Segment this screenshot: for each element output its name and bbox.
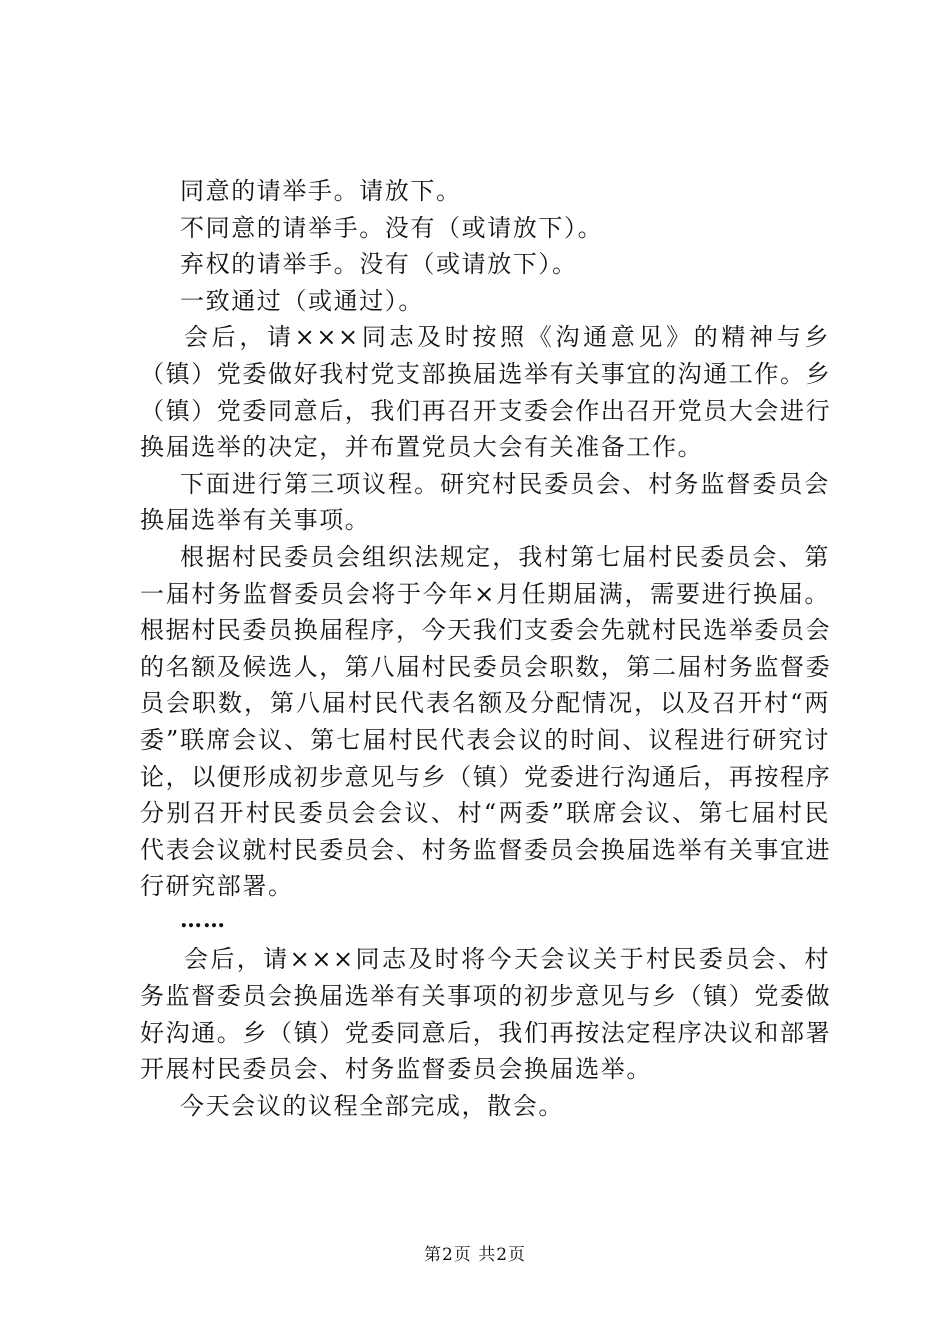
text-line: 会后，请×××同志及时将今天会议关于村民委员会、村 <box>184 945 830 974</box>
document-body <box>140 173 830 1124</box>
text-line: （镇）党委做好我村党支部换届选举有关事宜的沟通工作。乡 <box>140 359 832 388</box>
text-line: 分别召开村民委员会会议、村“两委”联席会议、第七届村民 <box>140 799 830 828</box>
text-line: 行研究部署。 <box>140 872 294 901</box>
paragraph-party-election-communication <box>140 319 830 465</box>
text-line: 根据村民委员换届程序，今天我们支委会先就村民选举委员会 <box>140 616 832 645</box>
paragraph-meeting-adjourned <box>140 1088 830 1125</box>
text-line: 代表会议就村民委员会、村务监督委员会换届选举有关事宜进 <box>140 835 832 864</box>
text-line: 一致通过（或通过）。 <box>180 286 424 315</box>
paragraph-ellipsis <box>140 905 830 942</box>
paragraph-oppose-vote <box>140 210 830 247</box>
text-line: 开展村民委员会、村务监督委员会换届选举。 <box>140 1055 652 1084</box>
text-line: 一届村务监督委员会将于今年×月任期届满，需要进行换届。 <box>140 579 830 608</box>
paragraph-third-agenda <box>140 466 830 539</box>
paragraph-approve-vote <box>140 173 830 210</box>
text-line: 会后，请×××同志及时按照《沟通意见》的精神与乡 <box>184 323 830 352</box>
text-line: 员会职数，第八届村民代表名额及分配情况，以及召开村“两 <box>140 689 830 718</box>
text-line: （镇）党委同意后，我们再召开支委会作出召开党员大会进行 <box>140 396 832 425</box>
paragraph-committee-communication <box>140 941 830 1087</box>
text-line: 同意的请举手。请放下。 <box>180 177 462 205</box>
text-line: 弃权的请举手。没有（或请放下）。 <box>180 250 578 279</box>
page-number-footer: 第2页 共2页 <box>423 1245 527 1265</box>
paragraph-abstain-vote <box>140 246 830 283</box>
ellipsis-text: …… <box>180 906 226 933</box>
text-line: 委”联席会议、第七届村民代表会议的时间、议程进行研究讨 <box>140 725 830 754</box>
text-line: 根据村民委员会组织法规定，我村第七届村民委员会、第 <box>180 542 830 571</box>
paragraph-vote-result <box>140 283 830 320</box>
text-line: 换届选举有关事项。 <box>140 506 371 535</box>
text-line: 的名额及候选人，第八届村民委员会职数，第二届村务监督委 <box>140 652 832 681</box>
text-line: 论，以便形成初步意见与乡（镇）党委进行沟通后，再按程序 <box>140 762 832 791</box>
text-line: 换届选举的决定，并布置党员大会有关准备工作。 <box>140 433 704 462</box>
text-line: 下面进行第三项议程。研究村民委员会、村务监督委员会 <box>180 469 830 498</box>
paragraph-village-committee-election <box>140 539 830 905</box>
text-line: 务监督委员会换届选举有关事项的初步意见与乡（镇）党委做 <box>140 982 832 1011</box>
text-line: 今天会议的议程全部完成，散会。 <box>180 1091 564 1120</box>
text-line: 好沟通。乡（镇）党委同意后，我们再按法定程序决议和部署 <box>140 1018 832 1047</box>
text-line: 不同意的请举手。没有（或请放下）。 <box>180 213 604 242</box>
